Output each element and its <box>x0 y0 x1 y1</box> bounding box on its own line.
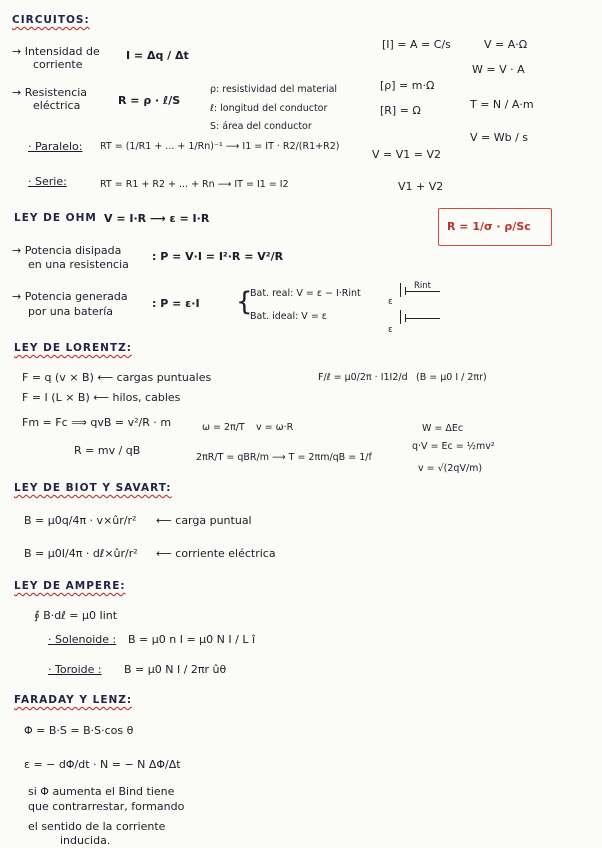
lorentz-point-charge: F = q (v × B) ⟵ cargas puntuales <box>22 371 212 384</box>
toroide-label: · Toroide : <box>48 663 102 676</box>
potencia-label: → Potencia disipada <box>12 244 122 257</box>
lorentz-field-wire: (B = μ0 I / 2πr) <box>416 372 487 383</box>
generada-formula: : P = ε·I <box>152 297 200 310</box>
lenz-text-2: que contrarrestar, formando <box>28 800 185 813</box>
resistencia-formula: R = ρ · ℓ/S <box>118 94 181 107</box>
heading-biot: LEY DE BIOT Y SAVART: <box>14 482 172 494</box>
toroide-formula: B = μ0 N I / 2πr ûθ <box>124 663 227 676</box>
lenz-text-4: inducida. <box>60 834 111 847</box>
unit-resistivity: [ρ] = m·Ω <box>380 79 435 92</box>
bat-ideal: Bat. ideal: V = ε <box>250 311 327 322</box>
heading-faraday: FARADAY Y LENZ: <box>14 694 133 706</box>
energy-kinetic: q·V = Ec = ½mv² <box>412 441 495 452</box>
solenoide-formula: B = μ0 n I = μ0 N I / L î <box>128 633 256 646</box>
resistencia-label: → Resistencia <box>12 86 88 99</box>
serie-voltage: V1 + V2 <box>398 180 444 193</box>
biot-current-note: ⟵ corriente eléctrica <box>156 547 276 560</box>
magnetic-flux: Φ = B·S = B·S·cos θ <box>24 724 134 737</box>
unit-volt-weber: V = Wb / s <box>470 131 529 144</box>
solenoide-label: · Solenoide : <box>48 633 117 646</box>
potencia-label-2: en una resistencia <box>28 258 129 271</box>
heading-lorentz: LEY DE LORENTZ: <box>14 342 132 354</box>
battery-plate <box>400 283 401 297</box>
bat-real: Bat. real: V = ε − I·Rint <box>250 288 361 299</box>
intensidad-label: → Intensidad de <box>12 45 100 58</box>
length-description: ℓ: longitud del conductor <box>210 103 328 114</box>
lorentz-wire: F = I (L × B) ⟵ hilos, cables <box>22 391 181 404</box>
biot-current: B = μ0I/4π · dℓ×ûr/r² <box>24 547 138 560</box>
intensidad-formula: I = Δq / Δt <box>126 49 189 62</box>
lenz-text-3: el sentido de la corriente <box>28 820 166 833</box>
angular-velocity: ω = 2π/T <box>202 422 245 433</box>
biot-point-charge: B = μ0q/4π · v×ûr/r² <box>24 514 137 527</box>
intensidad-label-2: corriente <box>33 58 83 71</box>
heading-ampere: LEY DE AMPERE: <box>14 580 126 592</box>
eps-label-2: ε <box>388 325 393 335</box>
unit-tesla: T = N / A·m <box>470 98 534 111</box>
rho-description: ρ: resistividad del material <box>210 84 338 95</box>
resistance-box <box>438 208 552 246</box>
generada-label-2: por una batería <box>28 305 114 318</box>
serie-label: · Serie: <box>28 175 67 188</box>
potencia-formula: : P = V·I = I²·R = V²/R <box>152 250 284 263</box>
unit-current: [I] = A = C/s <box>382 38 451 51</box>
resistencia-label-2: eléctrica <box>33 99 81 112</box>
paralelo-formula: RT = (1/R1 + ... + 1/Rn)⁻¹ ⟶ I1 = IT · R2/(R1+R2) <box>100 141 340 152</box>
rint-label: Rint <box>414 281 431 291</box>
velocity-formula: v = √(2qV/m) <box>418 463 483 474</box>
battery-plate-ideal <box>400 310 401 324</box>
paralelo-voltage: V = V1 = V2 <box>372 148 441 161</box>
faraday-emf: ε = − dΦ/dt · N = − N ΔΦ/Δt <box>24 758 181 771</box>
lorentz-radius: R = mv / qB <box>74 444 141 457</box>
boxed-formula: R = 1/σ · ρ/Sc <box>447 220 531 233</box>
battery-wire-ideal <box>405 318 440 319</box>
lenz-text-1: si Φ aumenta el Bind tiene <box>28 785 175 798</box>
unit-watt: W = V · A <box>472 63 525 76</box>
serie-formula: RT = R1 + R2 + ... + Rn ⟶ IT = I1 = I2 <box>100 179 289 190</box>
generada-label: → Potencia generada <box>12 290 128 303</box>
heading-circuitos: CIRCUITOS: <box>12 14 90 26</box>
paralelo-label: · Paralelo: <box>28 140 83 153</box>
ampere-circulation: ∮ B·dℓ = μ0 Iint <box>34 609 118 622</box>
biot-point-charge-note: ⟵ carga puntual <box>156 514 252 527</box>
area-description: S: área del conductor <box>210 121 312 132</box>
brace: { <box>236 287 253 317</box>
period-formula: 2πR/T = qBR/m ⟶ T = 2πm/qB = 1/f <box>196 452 372 463</box>
lorentz-centripetal: Fm = Fc ⟹ qvB = v²/R · m <box>22 416 172 429</box>
unit-resistance: [R] = Ω <box>380 104 421 117</box>
energy-work: W = ΔEc <box>422 423 464 434</box>
unit-volt: V = A·Ω <box>484 38 528 51</box>
ohm-formula: V = I·R ⟶ ε = I·R <box>104 212 210 225</box>
eps-label-1: ε <box>388 297 393 307</box>
lorentz-force-per-length: F/ℓ = μ0/2π · I1I2/d <box>318 372 408 383</box>
linear-velocity: v = ω·R <box>256 422 294 433</box>
heading-ohm: LEY DE OHM <box>14 212 97 224</box>
